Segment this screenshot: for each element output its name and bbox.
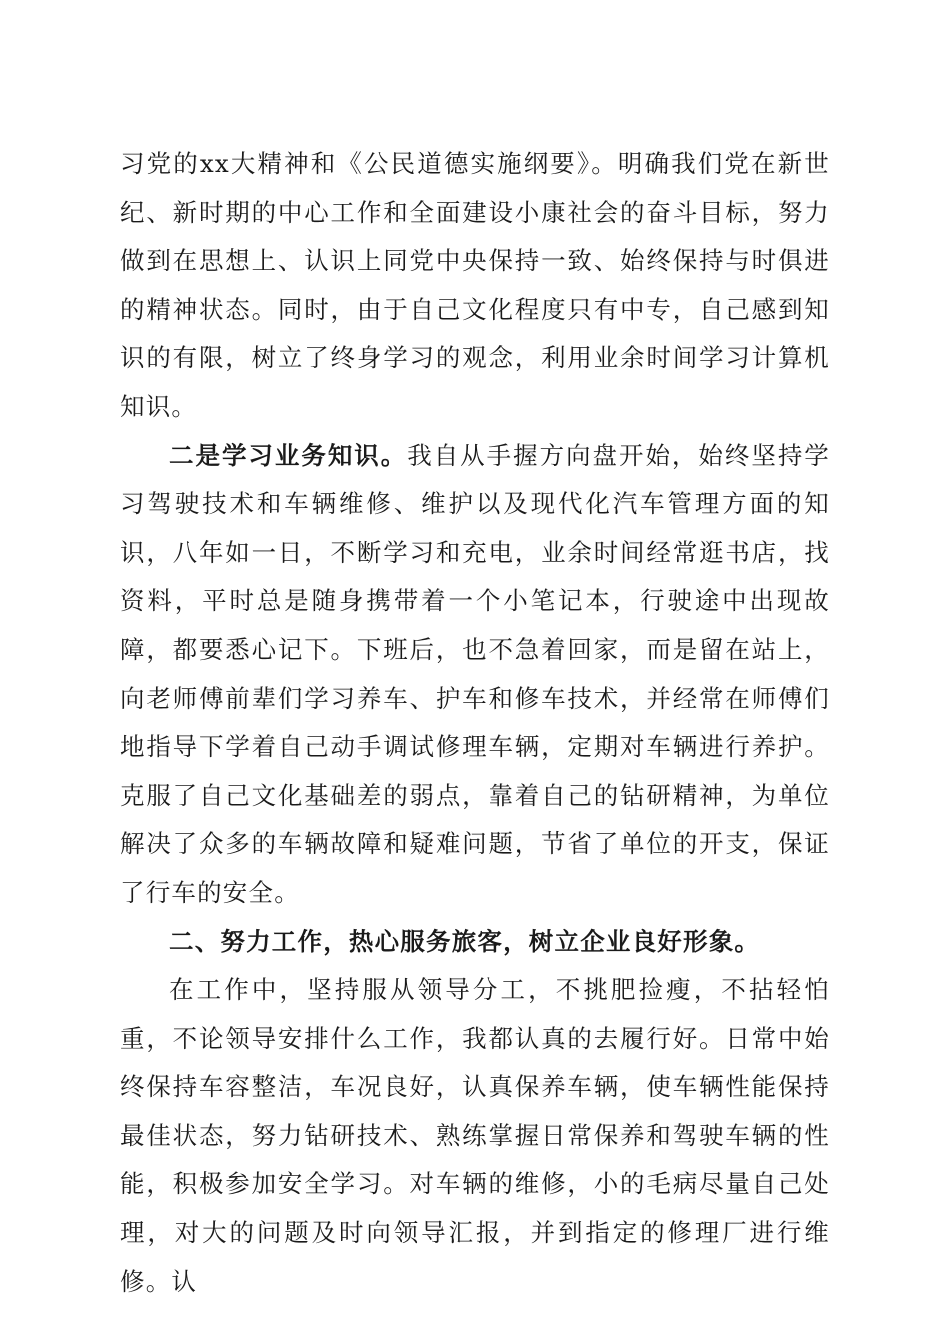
paragraph-text: 在工作中，坚持服从领导分工，不挑肥捡瘦，不拈轻怕重，不论领导安排什么工作，我都认真的去履行好。日常中始终保持车容整洁，车况良好，认真保养车辆，使车辆性能保持最佳状态，努力钻研技术、熟练掌握日常保养和驾驶车辆的性能，积极参加安全学习。对车辆的维修，小的毛病尽量自己处理，对大的问题及时向领导汇报，并到指定的修理厂进行维修。认 [120, 975, 830, 1296]
paragraph-continuation [120, 140, 830, 432]
document-body [120, 140, 830, 1306]
paragraph-lead: 二是学习业务知识。 [169, 440, 408, 470]
paragraph-business-knowledge [120, 432, 830, 918]
paragraph-text: 习党的xx大精神和《公民道德实施纲要》。明确我们党在新世纪、新时期的中心工作和全面建设小康社会的奋斗目标，努力做到在思想上、认识上同党中央保持一致、始终保持与时俱进的精神状态。同时，由于自己文化程度只有中专，自己感到知识的有限，树立了终身学习的观念，利用业余时间学习计算机知识。 [120, 149, 830, 421]
paragraph-text: 我自从手握方向盘开始，始终坚持学习驾驶技术和车辆维修、维护以及现代化汽车管理方面的知识，八年如一日，不断学习和充电，业余时间经常逛书店，找资料，平时总是随身携带着一个小笔记本，行驶途中出现故障，都要悉心记下。下班后，也不急着回家，而是留在站上，向老师傅前辈们学习养车、护车和修车技术，并经常在师傅们地指导下学着自己动手调试修理车辆，定期对车辆进行养护。克服了自己文化基础差的弱点，靠着自己的钻研精神，为单位解决了众多的车辆故障和疑难问题，节省了单位的开支，保证了行车的安全。 [120, 440, 830, 907]
paragraph-work [120, 966, 830, 1306]
section-heading: 二、努力工作，热心服务旅客，树立企业良好形象。 [169, 926, 761, 956]
